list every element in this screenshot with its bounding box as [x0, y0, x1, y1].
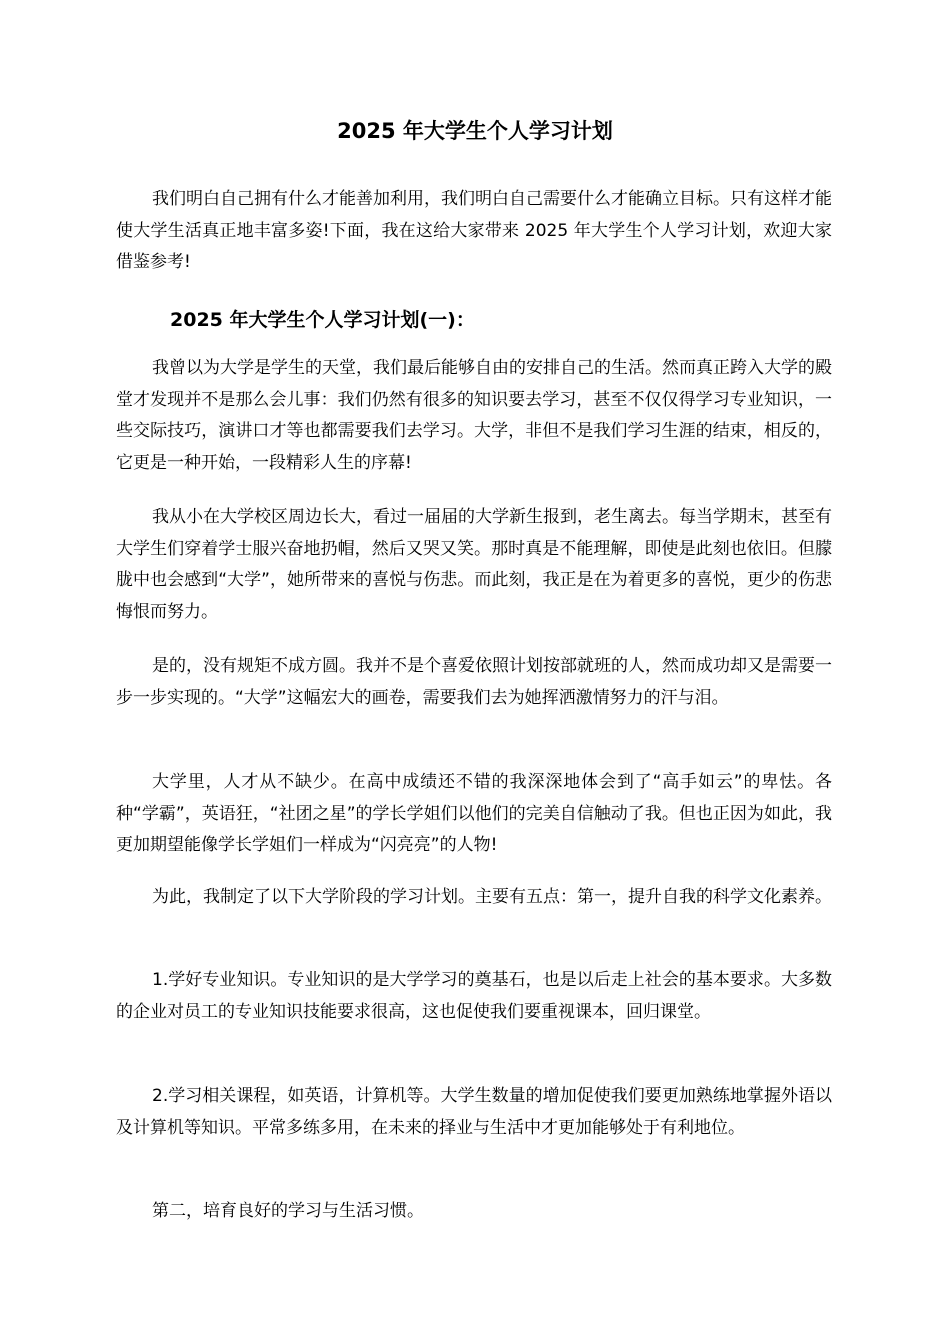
body-paragraph-8: 第二，培育良好的学习与生活习惯。 [152, 1201, 424, 1221]
body-paragraph-6: 1.学好专业知识。专业知识的是大学学习的奠基石，也是以后走上社会的基本要求。大多数的企业对员工的专业知识技能要求很高，这也促使我们要重视课本，回归课堂。 [116, 970, 832, 1022]
intro-paragraph: 我们明白自己拥有什么才能善加利用，我们明白自己需要什么才能确立目标。只有这样才能使大学生活真正地丰富多姿!下面，我在这给大家带来 2025 年大学生个人学习计划，欢迎大家借鉴参考! [116, 189, 832, 272]
document-title: 2025 年大学生个人学习计划 [337, 119, 613, 143]
body-paragraph-4: 大学里，人才从不缺少。在高中成绩还不错的我深深地体会到了“高手如云”的卑怯。各种“学霸”，英语狂，“社团之星”的学长学姐们以他们的完美自信触动了我。但也正因为如此，我更加期望能像学长学姐们一样成为“闪亮亮”的人物! [116, 772, 832, 855]
body-paragraph-3: 是的，没有规矩不成方圆。我并不是个喜爱依照计划按部就班的人，然而成功却又是需要一步一步实现的。“大学”这幅宏大的画卷，需要我们去为她挥洒激情努力的汗与泪。 [116, 656, 832, 708]
body-paragraph-7: 2.学习相关课程，如英语，计算机等。大学生数量的增加促使我们要更加熟练地掌握外语以及计算机等知识。平常多练多用，在未来的择业与生活中才更加能够处于有利地位。 [116, 1086, 832, 1138]
body-paragraph-1: 我曾以为大学是学生的天堂，我们最后能够自由的安排自己的生活。然而真正跨入大学的殿堂才发现并不是那么会儿事：我们仍然有很多的知识要去学习，甚至不仅仅得学习专业知识，一些交际技巧，演讲口才等也都需要我们去学习。大学，非但不是我们学习生涯的结束，相反的，它更是一种开始，一段精彩人生的序幕! [116, 358, 832, 473]
body-paragraph-2: 我从小在大学校区周边长大，看过一届届的大学新生报到，老生离去。每当学期末，甚至有大学生们穿着学士服兴奋地扔帽，然后又哭又笑。那时真是不能理解，即使是此刻也依旧。但朦胧中也会感到“大学”，她所带来的喜悦与伤悲。而此刻，我正是在为着更多的喜悦，更少的伤悲悔恨而努力。 [116, 507, 832, 622]
section-heading: 2025 年大学生个人学习计划(一)： [170, 309, 475, 331]
body-paragraph-5: 为此，我制定了以下大学阶段的学习计划。主要有五点：第一，提升自我的科学文化素养。 [152, 887, 832, 907]
